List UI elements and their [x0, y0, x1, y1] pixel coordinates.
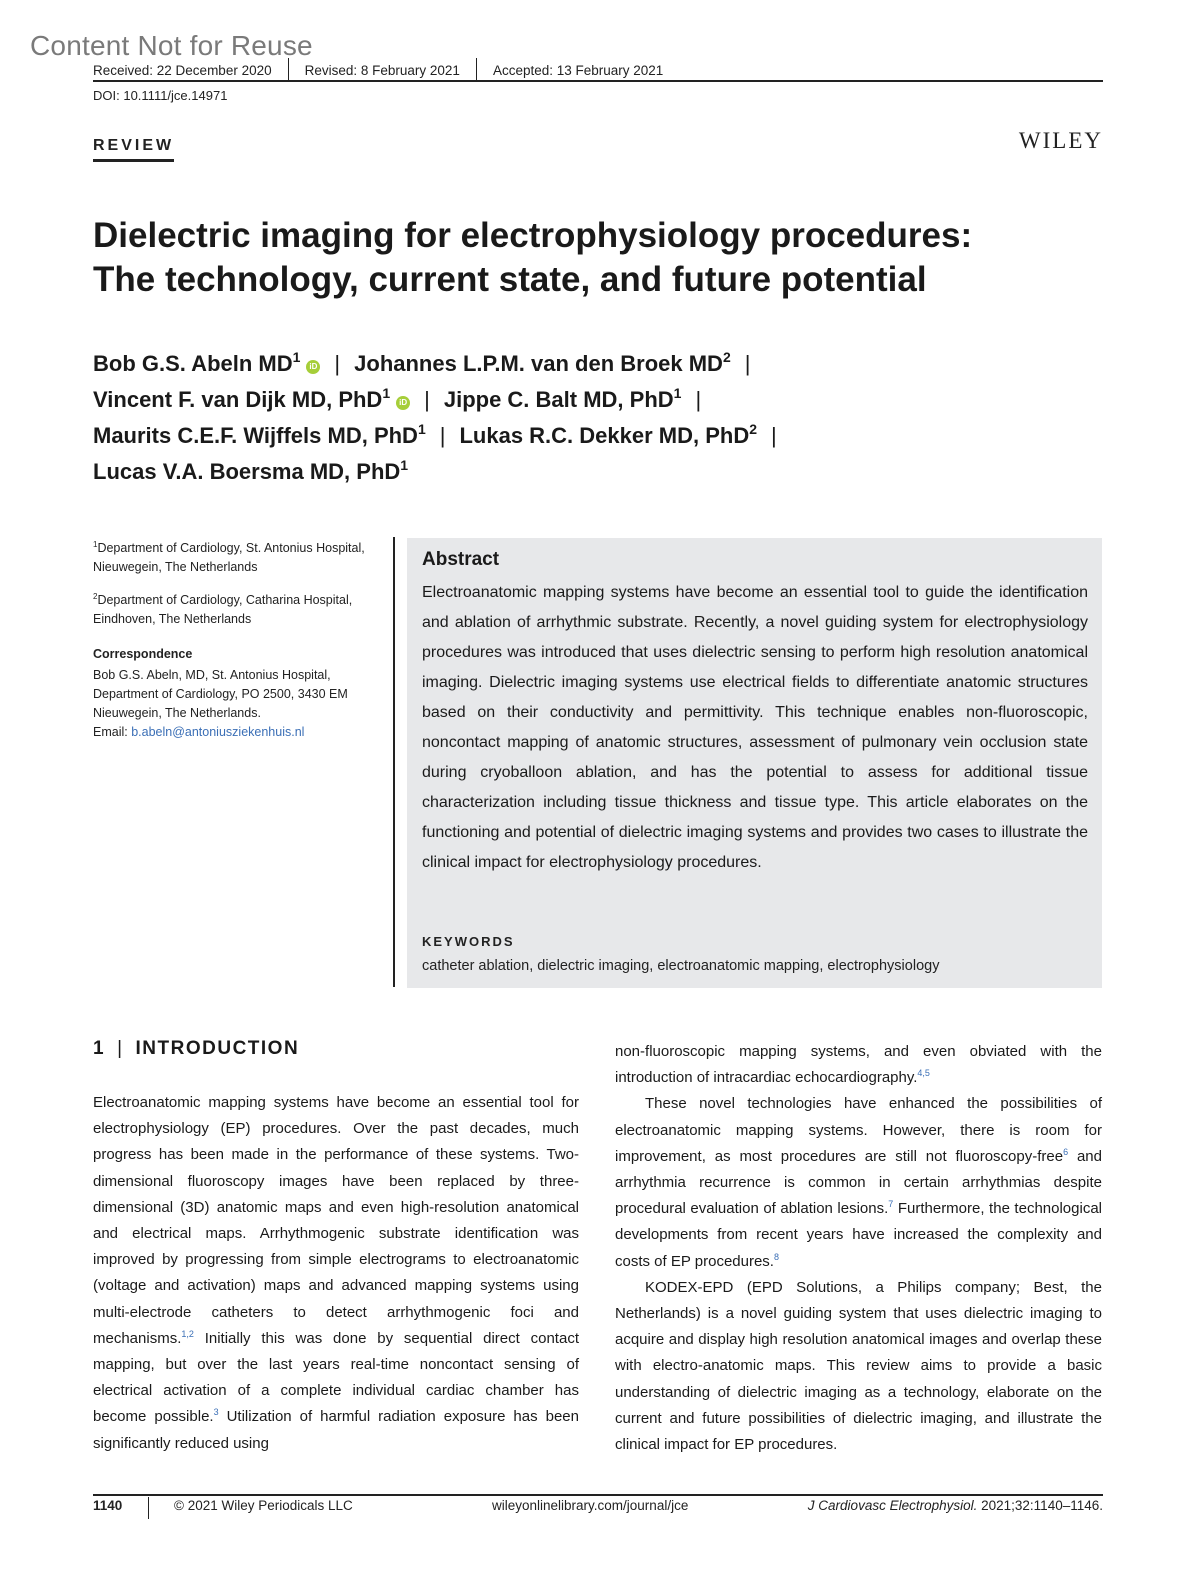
author-line: Bob G.S. Abeln $MD^1iD$ | Johannes L.P.M. van den Broek $MD^2$ |: [93, 349, 751, 376]
correspondence-heading: Correspondence: [93, 647, 193, 662]
correspondence-email: Email: b.abeln@antoniusziekenhuis.nl: [93, 725, 305, 740]
header-rule: [93, 80, 1103, 82]
copyright: © 2021 Wiley Periodicals LLC: [174, 1498, 353, 1513]
abstract-heading: Abstract: [422, 549, 500, 570]
affiliation: $^1$Department of Cardiology, St. Antonius Hospital, Nieuwegein, The Netherlands: [93, 540, 365, 575]
author-affiliation: 1: [673, 385, 682, 401]
title-line: Dielectric imaging for electrophysiology procedures:: [93, 216, 973, 255]
author-name[interactable]: Lukas R.C. Dekker MD, PhD: [459, 423, 750, 448]
paragraph-text-left: Utilization of harmful radiation exposure has been significantly reduced using: [93, 1408, 579, 1452]
footer-divider: [148, 1497, 149, 1519]
affiliation: $^2$Department of Cardiology, Catharina Hospital, Eindhoven, The Netherlands: [93, 592, 353, 627]
author-name[interactable]: Jippe C. Balt MD, PhD: [443, 387, 674, 412]
paragraph: KODEX-EPD (EPD Solutions, a Philips company; Best, the Netherlands) is a novel guiding system that uses dielectric imaging to acquire and display high resolution anatomical images and overlap these with electro-anatomic maps. This review aims to provide a basic understanding of dielectric imaging as a technology, elaborate on the current and future possibilities of dielectric imaging, and illustrate the clinical impact for EP procedures.: [615, 1278, 1102, 1454]
footer-rule: [93, 1494, 1103, 1496]
author-name[interactable]: Vincent F. van Dijk MD, PhD: [93, 387, 383, 412]
author-affiliation: 1: [400, 457, 409, 473]
watermark: Content Not for Reuse: [30, 30, 313, 61]
citation-link[interactable]: 7: [888, 1199, 894, 1210]
citation-link[interactable]: 6: [1063, 1146, 1069, 1157]
citation-link[interactable]: 8: [773, 1251, 779, 1262]
author-line: Vincent F. van Dijk MD, PhD$^1$iD | Jippe C. Balt MD, PhD$^1$ |: [93, 385, 702, 412]
citation-link[interactable]: 3: [213, 1407, 219, 1418]
body-column-right: [615, 1039, 1102, 1458]
doi[interactable]: DOI: 10.1111/jce.14971: [93, 88, 228, 103]
title-line: The technology, current state, and future potential: [93, 260, 927, 299]
keywords-heading: KEYWORDS: [422, 934, 515, 949]
author-affiliation: 1: [292, 349, 301, 365]
column-divider: [393, 537, 395, 987]
section-heading: 1 | INTRODUCTION: [93, 1038, 300, 1059]
article-title: [93, 214, 1103, 302]
author-affiliation: 1: [417, 421, 426, 437]
affiliations-panel: [93, 535, 378, 742]
email-link[interactable]: b.abeln@antoniusziekenhuis.nl: [131, 725, 305, 740]
author-affiliation: 1: [382, 385, 391, 401]
revised-date: Revised: 8 February 2021: [304, 63, 460, 78]
author-line: Maurits C.E.F. Wijffels MD, PhD$^1$ | Lukas R.C. Dekker MD, PhD$^2$ |: [93, 421, 777, 448]
received-date: Received: 22 December 2020: [93, 63, 272, 78]
orcid-icon[interactable]: iD: [396, 396, 410, 410]
orcid-icon[interactable]: iD: [306, 360, 320, 374]
paragraph: Electroanatomic mapping systems have become an essential tool for electrophysiology (EP) procedures. Over the past decades, much progress has been made in the performance of these systems. Two-dimensional fluoroscopy images have been replaced by three-dimensional (3D) anatomic maps and even high-resolution anatomical and electrical maps. Arrhythmogenic substrate identification was improved by progressing from simple electrograms to electroanatomic (voltage and activation) maps and advanced mapping systems using multi-electrode catheters to detect arrhythmogenic foci and mechanisms.$^{1,2}$ Initially this was done by sequential direct contact mapping, but over the last years real-time noncontact sensing of electrical activation of a complete individual cardiac chamber has become possible.$^3$ Utilization of harmful radiation exposure has been significantly reduced using: [93, 1094, 579, 1452]
keywords: catheter ablation, dielectric imaging, electroanatomic mapping, electrophysiology: [422, 958, 940, 974]
article-type: REVIEW: [93, 137, 174, 162]
abstract-text: Electroanatomic mapping systems have become an essential tool to guide the identification and ablation of arrhythmic substrate. Recently, a novel guiding system for electrophysiology procedures was introduced that uses dielectric sensing to perform high resolution anatomical imaging. Dielectric imaging systems use electrical fields to differentiate anatomic structures based on their conductivity and permittivity. This technique enables non-fluoroscopic, noncontact mapping of anatomic structures, assessment of pulmonary vein occlusion state during cryoballoon ablation, and has the potential to assess for additional tissue characterization including tissue thickness and tissue type. This article elaborates on the functioning and potential of dielectric imaging systems and provides two cases to illustrate the clinical impact for electrophysiology procedures.: [422, 584, 1088, 871]
citation-link[interactable]: 4,5: [917, 1068, 930, 1079]
accepted-date: Accepted: 13 February 2021: [492, 63, 664, 78]
citation-footer: J Cardiovasc Electrophysiol. 2021;32:1140–1146.: [807, 1498, 1103, 1513]
author-name[interactable]: Johannes L.P.M. van den Broek MD: [354, 351, 723, 376]
paragraph-text-right: non-fluoroscopic mapping systems, and even obviated with the introduction of intracardiac echocardiography.: [615, 1043, 1102, 1087]
author-list: [93, 346, 1103, 490]
citation-link[interactable]: 1,2: [181, 1328, 194, 1339]
correspondence-text: Bob G.S. Abeln, MD, St. Antonius Hospital, Department of Cardiology, PO 2500, 3430 EM Nieuwegein, The Netherlands.: [93, 668, 348, 721]
paragraph: These novel technologies have enhanced the possibilities of electroanatomic mapping systems. However, there is room for improvement, as most procedures are still not fluoroscopy-free$^6$ and arrhythmia recurrence is common in certain arrhythmias despite procedural evaluation of ablation lesions.$^7$ Furthermore, the technological developments from recent years have increased the complexity and costs of EP procedures.$^8$: [615, 1095, 1102, 1270]
page-number: 1140: [93, 1498, 123, 1513]
author-affiliation: 2: [749, 421, 758, 437]
author-line: [93, 454, 1103, 490]
author-name[interactable]: Maurits C.E.F. Wijffels MD, PhD: [93, 423, 418, 448]
author-name[interactable]: Bob G.S. Abeln MD: [93, 351, 293, 376]
body-column-left: [93, 1090, 579, 1457]
journal-url[interactable]: wileyonlinelibrary.com/journal/jce: [492, 1498, 689, 1513]
publisher-logo: WILEY: [1018, 128, 1103, 153]
author-name[interactable]: Lucas V.A. Boersma MD, PhD: [93, 459, 401, 484]
author-affiliation: 2: [722, 349, 731, 365]
paragraph: [615, 1039, 1102, 1091]
